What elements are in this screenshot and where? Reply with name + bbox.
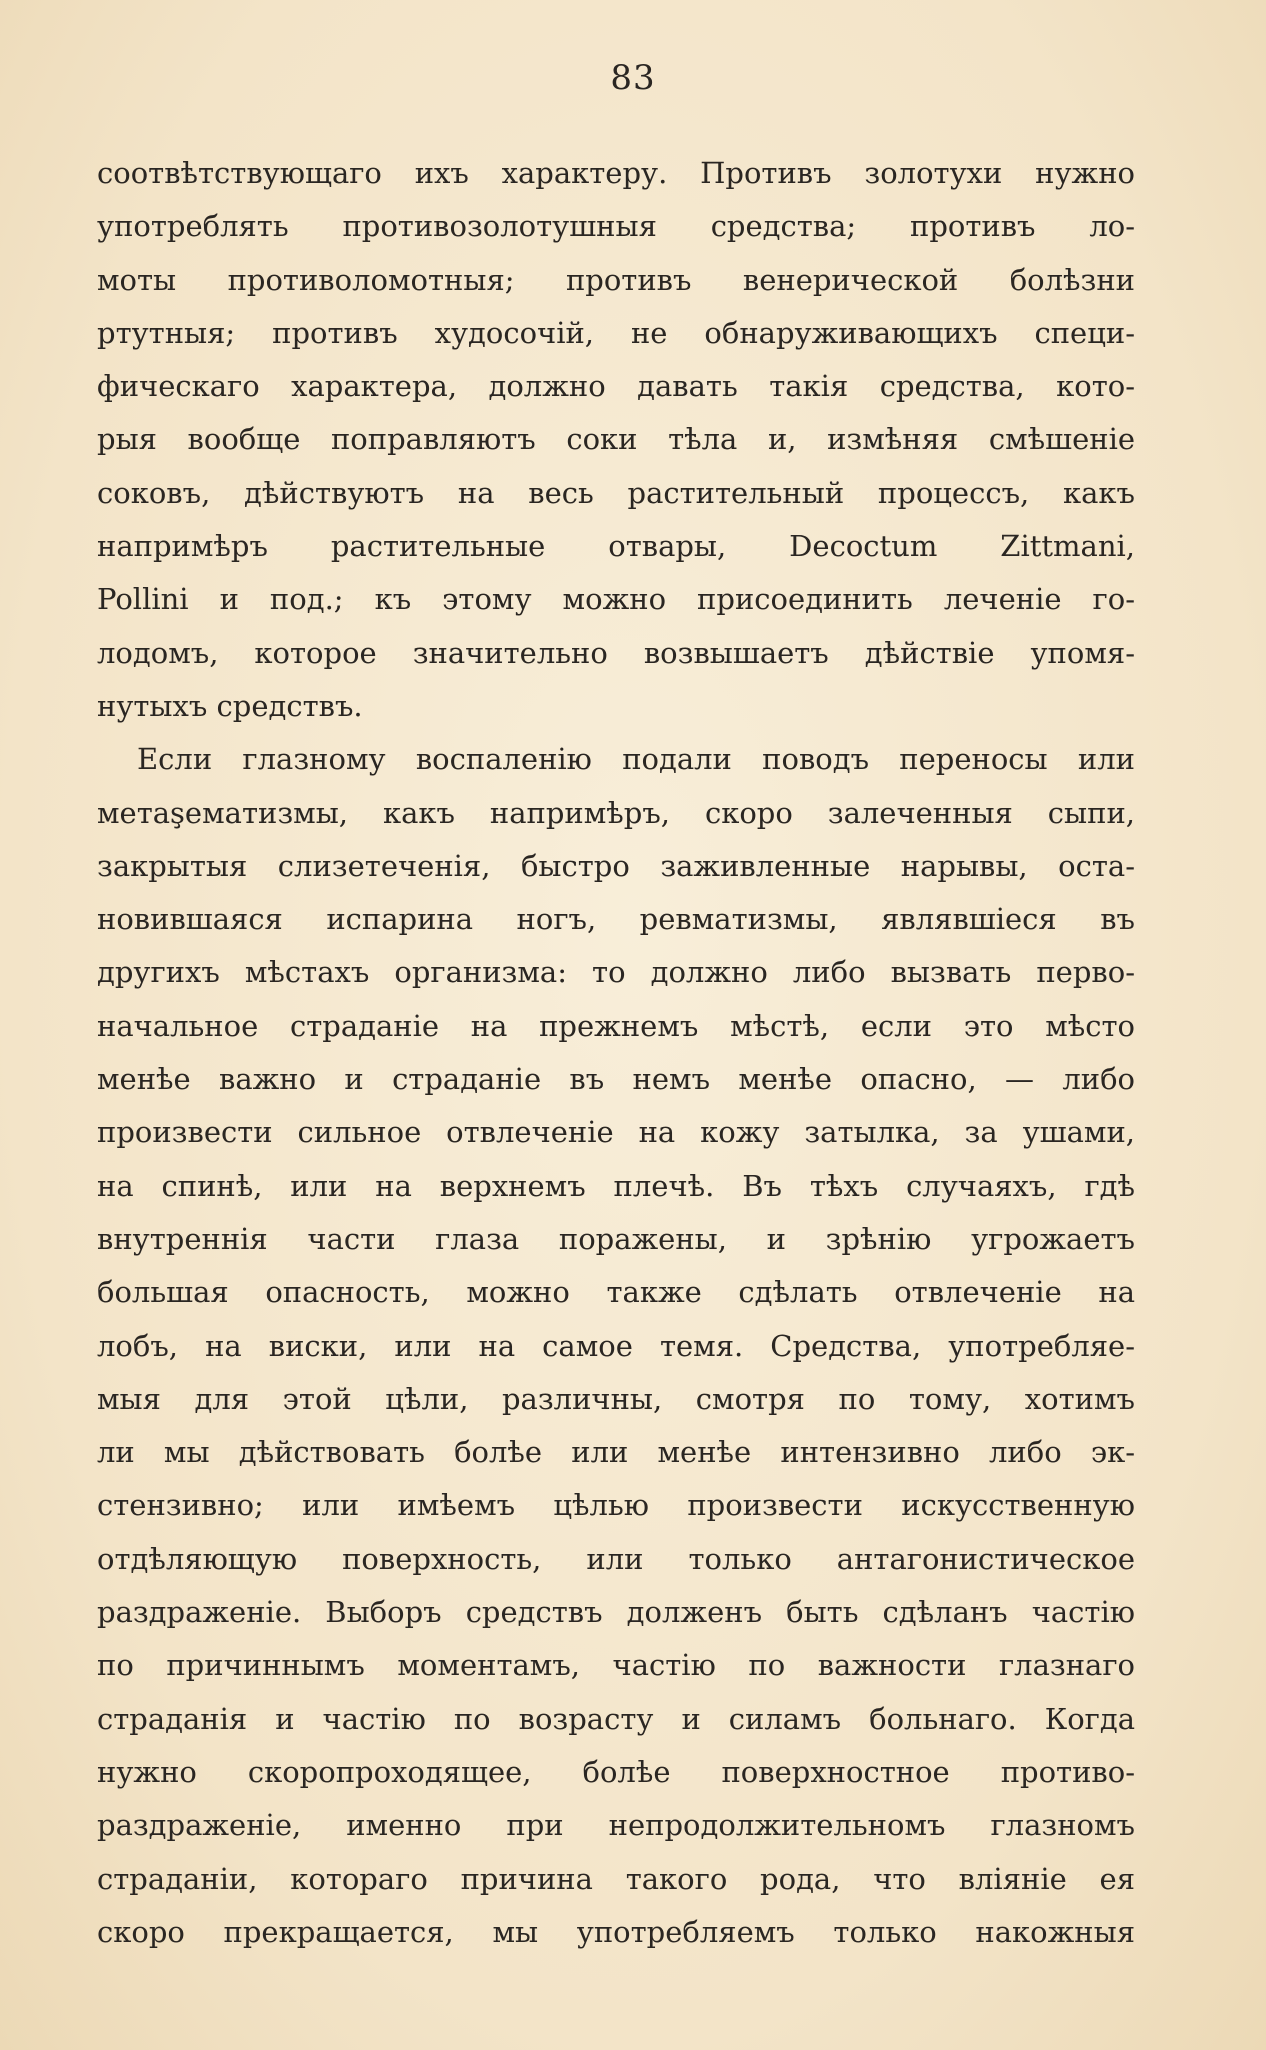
text-line: скоро прекращается, мы употребляемъ только накожныя [97, 1914, 1135, 1949]
body-text [97, 147, 1135, 1959]
text-line: отдѣляющую поверхность, или только антагонистическое [97, 1541, 1135, 1576]
text-line: страданіи, котораго причина такого рода, что вліяніе ея [97, 1861, 1135, 1896]
text-line: употреблять противозолотушныя средства; противъ ло- [97, 209, 1135, 244]
text-line: нужно скоропроходящее, болѣе поверхностное противо- [97, 1754, 1135, 1789]
text-line: начальное страданіе на прежнемъ мѣстѣ, если это мѣсто [97, 1008, 1135, 1043]
text-line: закрытыя слизетеченія, быстро заживленные нарывы, оста- [97, 848, 1135, 883]
text-line: произвести сильное отвлеченіе на кожу затылка, за ушами, [97, 1115, 1135, 1150]
text-line: соотвѣтствующаго ихъ характеру. Противъ золотухи нужно [97, 156, 1135, 190]
text-line: страданія и частію по возрасту и силамъ больнаго. Когда [97, 1701, 1135, 1736]
text-line: стензивно; или имѣемъ цѣлью произвести искусственную [97, 1488, 1135, 1523]
text-line: напримѣръ растительные отвары, Decoctum Zittmani, [97, 529, 1135, 564]
page-number: 83 [610, 58, 656, 98]
text-line: новившаяся испарина ногъ, ревматизмы, являвшіеся въ [97, 902, 1135, 937]
text-line: рыя вообще поправляютъ соки тѣла и, измѣняя смѣшеніе [97, 422, 1135, 457]
text-line: лодомъ, которое значительно возвышаетъ дѣйствіе упомя- [97, 635, 1135, 670]
text-line: по причиннымъ моментамъ, частію по важности глазнаго [97, 1648, 1135, 1683]
text-line: на спинѣ, или на верхнемъ плечѣ. Въ тѣхъ случаяхъ, гдѣ [97, 1168, 1135, 1203]
text-line: метаşематизмы, какъ напримѣръ, скоро залеченныя сыпи, [97, 795, 1135, 830]
text-line: соковъ, дѣйствуютъ на весь растительный процессъ, какъ [97, 475, 1135, 510]
paragraph-start-line: Если глазному воспаленію подали поводъ переносы или [137, 742, 1135, 777]
text-line: ртутныя; противъ худосочій, не обнаруживающихъ специ- [97, 315, 1135, 350]
text-line: мыя для этой цѣли, различны, смотря по тому, хотимъ [97, 1381, 1135, 1416]
text-line: ли мы дѣйствовать болѣе или менѣе интензивно либо эк- [97, 1435, 1135, 1470]
text-line: внутреннія части глаза поражены, и зрѣнію угрожаетъ [97, 1221, 1135, 1256]
text-line: Pollini и под.; къ этому можно присоединить леченіе го- [97, 582, 1135, 617]
paragraph-end-line: нутыхъ средствъ. [97, 688, 363, 723]
text-line: большая опасность, можно также сдѣлать отвлеченіе на [97, 1275, 1135, 1310]
text-line: лобъ, на виски, или на самое темя. Средства, употребляе- [97, 1328, 1135, 1363]
text-line: менѣе важно и страданіе въ немъ менѣе опасно, — либо [97, 1062, 1135, 1097]
text-line: раздраженіе, именно при непродолжительномъ глазномъ [97, 1808, 1135, 1843]
text-line: другихъ мѣстахъ организма: то должно либо вызвать перво- [97, 955, 1135, 990]
text-line: фическаго характера, должно давать такія средства, кото- [97, 369, 1135, 404]
text-line: моты противоломотныя; противъ венерической болѣзни [97, 262, 1135, 297]
text-line: раздраженіе. Выборъ средствъ долженъ быть сдѣланъ частію [97, 1595, 1135, 1630]
